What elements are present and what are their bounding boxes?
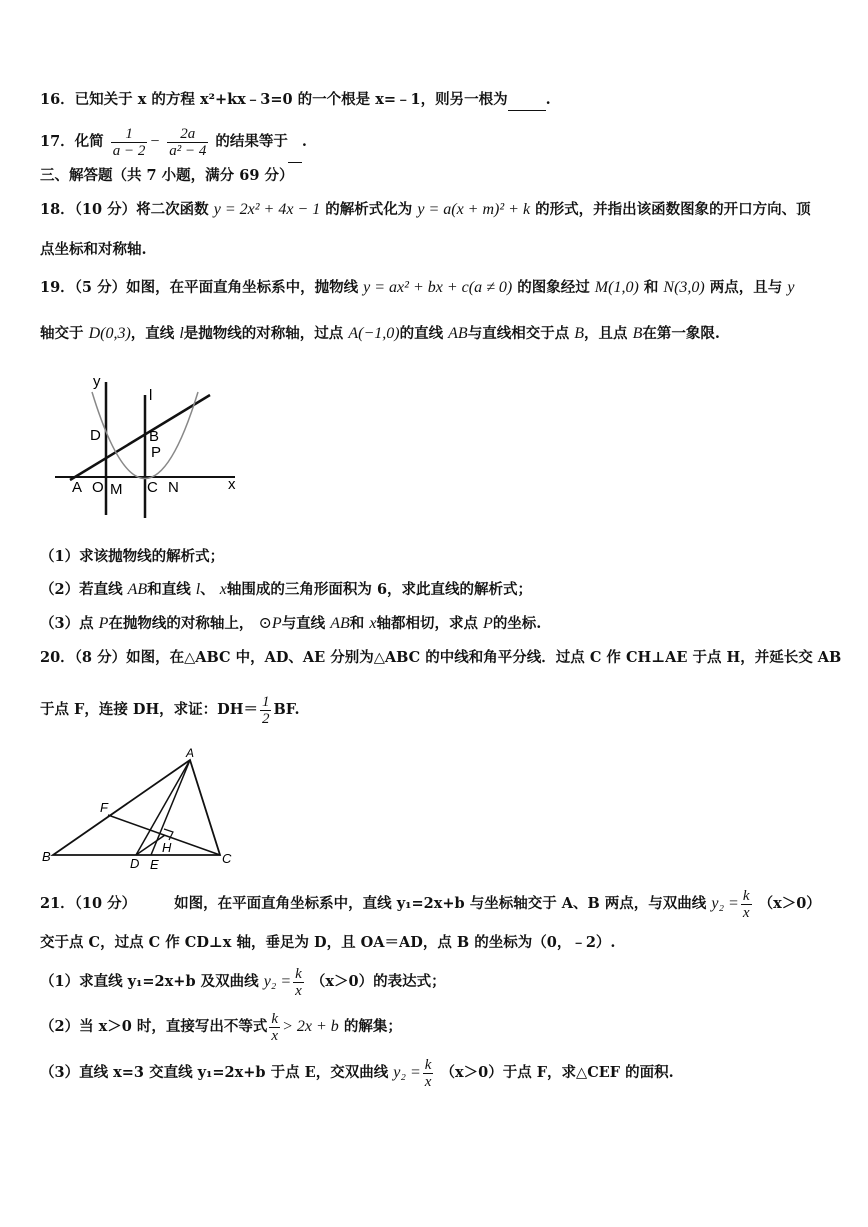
- label-b: B: [149, 428, 160, 445]
- question-19: [40, 278, 848, 298]
- q21-line2: 交于点 C，过点 C 作 CD⊥x 轴，垂足为 D，且 OA＝AD，点 B 的坐标为（0，﹣2）.: [40, 934, 616, 951]
- q19-line2: [40, 324, 848, 344]
- text: 和直线: [147, 581, 191, 598]
- q16-end: .: [545, 91, 551, 108]
- q17-end: .: [301, 133, 307, 150]
- q21-sub3: [40, 1053, 848, 1093]
- label-c: C: [222, 851, 232, 866]
- fraction-kx: [423, 1057, 434, 1090]
- text: 轴交于: [40, 325, 84, 342]
- label-a: A: [72, 479, 83, 496]
- question-17: 17．化简 $\frac{1}{a - 2}$ − $\frac{2a}{\text{a² − 4}}$ 的结果等于 .: [40, 122, 848, 163]
- var-l: l: [195, 581, 201, 598]
- point-n: N(3,0): [663, 279, 705, 296]
- q19-sub3: [40, 614, 848, 634]
- segment-dh: [136, 835, 165, 855]
- q19-mid2: 两点，且与: [709, 279, 783, 296]
- frac-den: a² − 4: [169, 142, 207, 159]
- q18-pre: 18．（10 分）将二次函数: [40, 201, 209, 218]
- q16-text: 16．已知关于 x 的方程 x²+kx﹣3=0 的一个根是 x=﹣1，则另一根为: [40, 91, 508, 108]
- text: 是抛物线的对称轴，过点: [183, 325, 344, 342]
- q18-line2: 点坐标和对称轴.: [40, 241, 147, 258]
- label-n: N: [168, 479, 179, 496]
- q20-line2: [40, 690, 848, 730]
- q17-pre: 17．化简: [40, 133, 104, 150]
- text: BF.: [273, 701, 300, 718]
- var-y2: y₂ =: [393, 1064, 421, 1081]
- text: 与直线: [281, 615, 326, 632]
- text: （x＞0）: [758, 895, 821, 912]
- text: （2）若直线: [40, 581, 123, 598]
- text: （x＞0）的表达式；: [310, 973, 446, 990]
- text: 与直线相交于点: [467, 325, 570, 342]
- q19-pre: 19．（5 分）如图，在平面直角坐标系中，抛物线: [40, 279, 359, 296]
- text: （2）当 x＞0 时，直接写出不等式: [40, 1018, 268, 1035]
- q18-post: 的形式，并指出该函数图象的开口方向、顶: [535, 201, 811, 218]
- inequality: > 2x + b: [282, 1018, 339, 1035]
- parabola-figure: [50, 370, 260, 525]
- text: 和: [349, 615, 365, 632]
- frac-num: k: [424, 1056, 432, 1073]
- question-21: [40, 884, 848, 924]
- label-m: M: [110, 481, 123, 498]
- label-d: D: [130, 856, 140, 870]
- frac-num: k: [742, 887, 750, 904]
- circle-p: ⊙P: [258, 615, 282, 632]
- point-m: M(1,0): [594, 279, 639, 296]
- fraction-half: [260, 694, 272, 727]
- label-d: D: [90, 427, 101, 444]
- label-a: A: [186, 746, 195, 760]
- fraction-kx: [741, 888, 752, 921]
- frac-den: x: [424, 1073, 432, 1090]
- frac-num: 1: [125, 125, 133, 142]
- point-d: D(0,3): [88, 325, 131, 342]
- q19-eq: y = ax² + bx + c(a ≠ 0): [363, 279, 513, 296]
- fraction-kx: [293, 966, 304, 999]
- frac-den: 2: [261, 710, 270, 727]
- frac-den: x: [295, 982, 302, 999]
- q19-sub2: [40, 580, 848, 600]
- text: 轴围成的三角形面积为 6，求此直线的解析式；: [226, 581, 533, 598]
- q19-and: 和: [643, 279, 659, 296]
- var-y2: y₂ =: [263, 973, 292, 990]
- var-x: x: [219, 581, 227, 598]
- q21-sub1: [40, 962, 848, 1002]
- var-y: y: [787, 279, 795, 296]
- text: 、: [200, 581, 215, 598]
- var-ab: AB: [127, 581, 148, 598]
- label-f: F: [100, 800, 108, 815]
- label-y: y: [93, 373, 101, 390]
- q18-mid: 的解析式化为: [325, 201, 413, 218]
- text: 在抛物线的对称轴上，: [108, 615, 254, 632]
- text: 的解集；: [343, 1018, 402, 1035]
- triangle-abc: [53, 760, 220, 855]
- var-ab: AB: [330, 615, 350, 632]
- frac-den: x: [271, 1027, 279, 1044]
- label-l: l: [149, 387, 153, 404]
- frac-num: k: [295, 965, 302, 982]
- point-b: B: [574, 325, 585, 342]
- var-p: P: [98, 615, 109, 632]
- section-heading: 三、解答题（共 7 小题，满分 69 分）: [40, 167, 294, 184]
- point-b: B: [632, 325, 643, 342]
- var-x: x: [369, 615, 377, 632]
- frac-den: a − 2: [112, 142, 146, 159]
- frac-num: 1: [261, 693, 270, 710]
- text: 的坐标.: [492, 615, 542, 632]
- point-a: A(−1,0): [348, 325, 400, 342]
- question-18: [40, 200, 848, 220]
- var-y2: y₂ =: [711, 895, 739, 912]
- text: ，直线: [130, 325, 175, 342]
- q21-sub2: [40, 1007, 848, 1047]
- text: 于点 F，连接 DH，求证：DH＝: [40, 701, 258, 718]
- text: 在第一象限.: [642, 325, 720, 342]
- answer-blank: [508, 90, 546, 111]
- fraction-kx: [269, 1011, 280, 1044]
- text: （3）直线 x=3 交直线 y₁=2x+b 于点 E，交双曲线: [40, 1064, 389, 1081]
- text: 21．（10 分）: [40, 895, 137, 912]
- line-ab: AB: [448, 325, 468, 342]
- q19-mid1: 的图象经过: [517, 279, 590, 296]
- question-16: [40, 90, 848, 111]
- q18-eq2: y = a(x + m)² + k: [417, 201, 531, 218]
- text: 轴都相切，求点: [376, 615, 478, 632]
- var-l: l: [179, 325, 184, 342]
- text: （1）求直线 y₁=2x+b 及双曲线: [40, 973, 259, 990]
- q17-post: 的结果等于: [215, 133, 288, 150]
- triangle-figure: [38, 742, 248, 870]
- label-o: O: [92, 479, 104, 496]
- frac-num: k: [271, 1010, 279, 1027]
- frac-num: 2a: [180, 125, 196, 142]
- label-p: P: [151, 444, 162, 461]
- label-x: x: [228, 476, 236, 493]
- q19-sub1: （1）求该抛物线的解析式；: [40, 548, 225, 565]
- fraction-2: [167, 126, 208, 159]
- label-h: H: [162, 840, 172, 855]
- label-c: C: [147, 479, 158, 496]
- var-p: P: [483, 615, 493, 632]
- frac-den: x: [742, 904, 750, 921]
- text: 如图，在平面直角坐标系中，直线 y₁=2x+b 与坐标轴交于 A、B 两点，与双曲线: [174, 895, 707, 912]
- text: （3）点: [40, 615, 94, 632]
- q18-eq1: y = 2x² + 4x − 1: [213, 201, 321, 218]
- text: 的直线: [399, 325, 444, 342]
- answer-blank: [288, 122, 302, 163]
- question-20: 20．（8 分）如图，在△ABC 中，AD、AE 分别为△ABC 的中线和角平分线．过点 C 作 CH⊥AE 于点 H，并延长交 AB: [40, 649, 842, 666]
- text: ，且点: [584, 325, 628, 342]
- text: （x＞0）于点 F，求△CEF 的面积.: [440, 1064, 674, 1081]
- label-e: E: [150, 857, 159, 870]
- label-b: B: [42, 849, 51, 864]
- fraction-1: [111, 126, 148, 159]
